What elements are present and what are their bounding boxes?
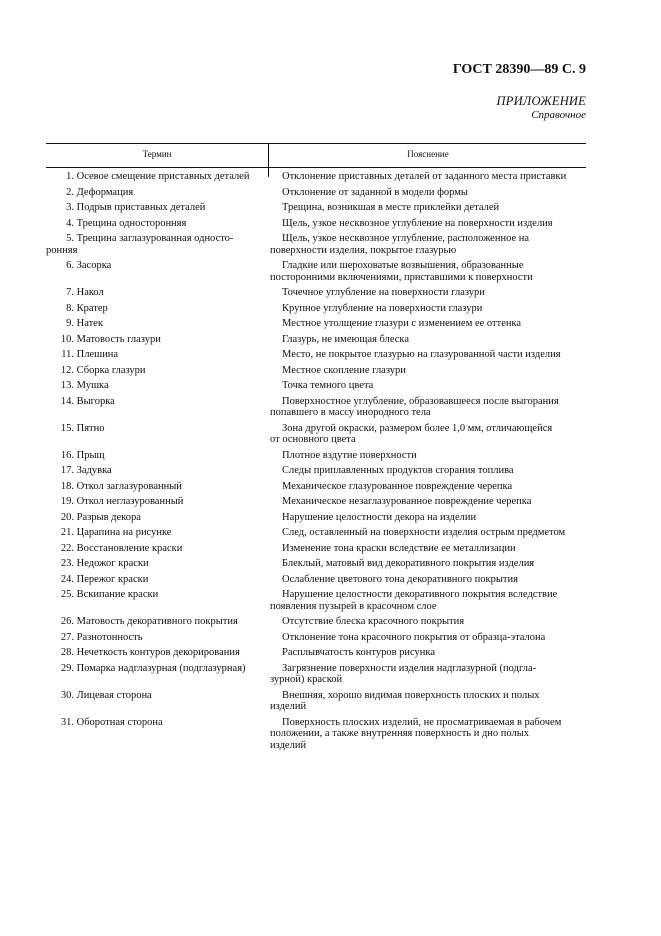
- appendix-subtitle: Справочное: [531, 109, 586, 121]
- term-number: 9.: [66, 318, 74, 329]
- table-row: [46, 202, 586, 214]
- term-number: 17.: [60, 465, 74, 476]
- explanation-line: изделий: [270, 739, 307, 751]
- table-row: [46, 171, 586, 183]
- term-number: 28.: [60, 647, 74, 658]
- term-cell: [46, 717, 268, 752]
- page-header-standard: ГОСТ 28390—89 С. 9: [452, 62, 586, 77]
- explanation-line: Поверхность плоских изделий, не просматриваемая в рабочем: [282, 716, 562, 728]
- term-text: Деформация: [76, 186, 134, 198]
- explanation-cell: [268, 396, 586, 419]
- table-row: [46, 543, 586, 555]
- term-text: Матовость декоративного покрытия: [76, 616, 238, 627]
- column-header-explanation: Пояснение: [407, 149, 449, 159]
- table-row: [46, 423, 586, 446]
- explanation-cell: [268, 527, 586, 539]
- table-row: [46, 187, 586, 199]
- term-number: 3.: [66, 202, 74, 213]
- table-row: [46, 663, 586, 686]
- term-text: Матовость глазури: [76, 333, 161, 345]
- term-cell: [46, 260, 268, 283]
- term-cell: [46, 349, 268, 361]
- term-number: 24.: [60, 573, 74, 585]
- term-cell: [46, 574, 268, 586]
- table-row: [46, 233, 586, 256]
- table-row: [46, 574, 586, 586]
- explanation-cell: [268, 171, 586, 183]
- explanation-line: Загрязнение поверхности изделия надглазурной (подгла-: [282, 662, 537, 674]
- term-text: Прыщ: [76, 449, 105, 461]
- table-row: [46, 349, 586, 361]
- table-body: [46, 168, 586, 755]
- term-text: Лицевая сторона: [76, 689, 152, 701]
- term-text: Сборка глазури: [76, 364, 146, 376]
- explanation-line: положении, а также внутренняя поверхность и дно полых: [270, 728, 530, 739]
- term-cell: [46, 380, 268, 392]
- term-cell: [46, 632, 268, 644]
- explanation-line: Зона другой окраски, размером более 1,0 мм, отличающейся: [282, 422, 553, 434]
- explanation-line: Точка темного цвета: [282, 380, 374, 391]
- term-cell: [46, 481, 268, 493]
- term-number: 15.: [60, 422, 74, 434]
- term-text: Откол заглазурованный: [76, 480, 182, 492]
- term-number: 29.: [60, 662, 74, 674]
- term-text: Натек: [76, 318, 103, 329]
- term-cell: [46, 233, 268, 256]
- explanation-cell: [268, 218, 586, 230]
- term-cell: [46, 663, 268, 686]
- table-row: [46, 334, 586, 346]
- explanation-cell: [268, 589, 586, 612]
- appendix-title: ПРИЛОЖЕНИЕ: [496, 94, 586, 108]
- term-number: 8.: [66, 302, 74, 314]
- table-row: [46, 218, 586, 230]
- table-row: [46, 632, 586, 644]
- term-text-continued: ронняя: [46, 244, 78, 256]
- term-number: 25.: [60, 589, 74, 600]
- explanation-line: Гладкие или шероховатые возвышения, образованные: [282, 260, 524, 271]
- term-number: 5.: [66, 233, 74, 244]
- term-number: 31.: [60, 716, 74, 728]
- term-text: Разнотонность: [76, 631, 143, 643]
- term-number: 16.: [60, 449, 74, 461]
- term-text: Оборотная сторона: [76, 716, 163, 728]
- term-text: Царапина на рисунке: [76, 527, 172, 538]
- term-text: Пережог краски: [76, 573, 149, 585]
- term-number: 12.: [60, 364, 74, 376]
- explanation-cell: [268, 423, 586, 446]
- table-row: [46, 647, 586, 659]
- term-text: Плешина: [76, 349, 119, 360]
- explanation-cell: [268, 365, 586, 377]
- explanation-cell: [268, 647, 586, 659]
- table-row: [46, 616, 586, 628]
- term-cell: [46, 543, 268, 555]
- explanation-line: След, оставленный на поверхности изделия острым предметом: [282, 527, 566, 538]
- term-number: 6.: [66, 260, 74, 271]
- explanation-cell: [268, 202, 586, 214]
- term-cell: [46, 218, 268, 230]
- term-cell: [46, 496, 268, 508]
- explanation-line: попавшего в массу инородного тела: [270, 407, 431, 418]
- explanation-line: Крупное углубление на поверхности глазури: [282, 302, 483, 314]
- explanation-line: Глазурь, не имеющая блеска: [282, 333, 410, 345]
- explanation-line: Изменение тона краски вследствие ее металлизации: [282, 542, 516, 554]
- explanation-line: Место, не покрытое глазурью на глазурованной части изделия: [282, 349, 561, 360]
- term-text: Пятно: [76, 422, 105, 434]
- explanation-line: Местное скопление глазури: [282, 364, 406, 376]
- term-cell: [46, 287, 268, 299]
- term-cell: [46, 616, 268, 628]
- term-text: Выгорка: [76, 395, 115, 407]
- term-number: 4.: [66, 217, 74, 229]
- term-number: 26.: [60, 616, 74, 627]
- explanation-line: Механическое незаглазурованное повреждение черепка: [282, 496, 532, 507]
- term-number: 18.: [60, 480, 74, 492]
- term-cell: [46, 690, 268, 713]
- term-cell: [46, 365, 268, 377]
- table-row: [46, 396, 586, 419]
- table-row: [46, 690, 586, 713]
- explanation-line: Щель, узкое несквозное углубление, расположенное на: [282, 233, 530, 244]
- term-text: Мушка: [76, 380, 109, 391]
- explanation-cell: [268, 303, 586, 315]
- explanation-line: изделий: [270, 701, 307, 712]
- explanation-cell: [268, 233, 586, 256]
- term-text: Недожог краски: [76, 558, 149, 569]
- term-text: Засорка: [76, 260, 112, 271]
- explanation-line: Механическое глазурованное повреждение черепка: [282, 480, 513, 492]
- explanation-line: Ослабление цветового тона декоративного покрытия: [282, 573, 518, 585]
- table-row: [46, 717, 586, 752]
- term-cell: [46, 396, 268, 419]
- term-text: Разрыв декора: [76, 511, 141, 523]
- term-cell: [46, 171, 268, 183]
- explanation-cell: [268, 574, 586, 586]
- explanation-line: Поверхностное углубление, образовавшееся после выгорания: [282, 395, 559, 407]
- table-row: [46, 496, 586, 508]
- explanation-line: Следы приплавленных продуктов сгорания топлива: [282, 465, 514, 476]
- table-row: [46, 318, 586, 330]
- term-text: Накол: [76, 287, 104, 298]
- term-text: Подрыв приставных деталей: [76, 202, 206, 213]
- explanation-cell: [268, 481, 586, 493]
- term-text: Нечеткость контуров декорирования: [76, 647, 240, 658]
- table-row: [46, 287, 586, 299]
- explanation-line: Внешняя, хорошо видимая поверхность плоских и полых: [282, 689, 540, 701]
- row-spacer: [46, 751, 586, 755]
- explanation-line: Нарушение целостности декоративного покрытия вследствие: [282, 589, 558, 600]
- explanation-line: Плотное вздутие поверхности: [282, 449, 417, 461]
- explanation-cell: [268, 512, 586, 524]
- explanation-cell: [268, 287, 586, 299]
- term-text: Помарка надглазурная (подглазурная): [76, 662, 246, 674]
- table-row: [46, 527, 586, 539]
- term-number: 1.: [66, 171, 74, 182]
- explanation-line: Точечное углубление на поверхности глазури: [282, 287, 485, 298]
- term-text: Откол неглазурованный: [76, 496, 184, 507]
- term-text: Осевое смещение приставных деталей: [76, 171, 250, 182]
- explanation-cell: [268, 690, 586, 713]
- term-number: 20.: [60, 511, 74, 523]
- explanation-cell: [268, 450, 586, 462]
- explanation-line: Отсутствие блеска красочного покрытия: [282, 616, 465, 627]
- explanation-line: зурной) краской: [270, 674, 343, 685]
- explanation-cell: [268, 616, 586, 628]
- explanation-line: поверхности изделия, покрытое глазурью: [270, 244, 457, 256]
- explanation-line: Отклонение от заданной в модели формы: [282, 186, 468, 198]
- term-cell: [46, 647, 268, 659]
- term-cell: [46, 303, 268, 315]
- term-cell: [46, 318, 268, 330]
- explanation-cell: [268, 318, 586, 330]
- explanation-line: Отклонение тона красочного покрытия от образца-эталона: [282, 631, 546, 643]
- term-cell: [46, 423, 268, 446]
- explanation-cell: [268, 380, 586, 392]
- term-number: 23.: [60, 558, 74, 569]
- table-row: [46, 481, 586, 493]
- table-row: [46, 303, 586, 315]
- term-number: 19.: [60, 496, 74, 507]
- explanation-line: Местное утолщение глазури с изменением ее оттенка: [282, 318, 522, 329]
- explanation-line: посторонними включениями, приставшими к поверхности: [270, 271, 533, 283]
- term-number: 27.: [60, 631, 74, 643]
- explanation-cell: [268, 349, 586, 361]
- explanation-line: появления пузырей в красочном слое: [270, 600, 437, 612]
- term-cell: [46, 187, 268, 199]
- term-text: Восстановление краски: [76, 542, 183, 554]
- explanation-line: Блеклый, матовый вид декоративного покрытия изделия: [282, 558, 535, 569]
- explanation-cell: [268, 558, 586, 570]
- explanation-line: Щель, узкое несквозное углубление на поверхности изделия: [282, 217, 553, 229]
- term-number: 14.: [60, 395, 74, 407]
- table-row: [46, 365, 586, 377]
- term-number: 11.: [61, 349, 74, 360]
- table-row: [46, 450, 586, 462]
- explanation-cell: [268, 465, 586, 477]
- table-row: [46, 465, 586, 477]
- explanation-cell: [268, 260, 586, 283]
- explanation-line: Отклонение приставных деталей от заданного места приставки: [282, 171, 567, 182]
- term-number: 13.: [60, 380, 74, 391]
- table-row: [46, 558, 586, 570]
- term-number: 7.: [66, 287, 74, 298]
- term-cell: [46, 202, 268, 214]
- appendix-label: [497, 94, 586, 122]
- term-number: 30.: [60, 689, 74, 701]
- table-row: [46, 512, 586, 524]
- term-text: Кратер: [76, 302, 108, 314]
- table-row: [46, 260, 586, 283]
- term-number: 10.: [60, 333, 74, 345]
- explanation-line: Нарушение целостности декора на изделии: [282, 511, 477, 523]
- term-cell: [46, 589, 268, 612]
- table-row: [46, 589, 586, 612]
- explanation-cell: [268, 717, 586, 752]
- explanation-cell: [268, 543, 586, 555]
- term-cell: [46, 450, 268, 462]
- term-number: 2.: [66, 186, 74, 198]
- term-text: Трещина односторонняя: [76, 217, 187, 229]
- term-cell: [46, 334, 268, 346]
- explanation-cell: [268, 632, 586, 644]
- explanation-line: Трещина, возникшая в месте приклейки деталей: [282, 202, 500, 213]
- term-text: Задувка: [76, 465, 112, 476]
- term-text: Вскипание краски: [76, 589, 159, 600]
- term-cell: [46, 558, 268, 570]
- term-number: 21.: [60, 527, 74, 538]
- term-cell: [46, 465, 268, 477]
- explanation-cell: [268, 187, 586, 199]
- table-header: [46, 143, 586, 168]
- explanation-cell: [268, 334, 586, 346]
- term-number: 22.: [60, 542, 74, 554]
- term-cell: [46, 527, 268, 539]
- column-header-term: Термин: [142, 149, 172, 159]
- explanation-cell: [268, 496, 586, 508]
- term-text: Трещина заглазурованная односто-: [76, 233, 234, 244]
- terms-table: [46, 143, 586, 755]
- explanation-line: от основного цвета: [270, 434, 356, 445]
- table-row: [46, 380, 586, 392]
- term-cell: [46, 512, 268, 524]
- explanation-line: Расплывчатость контуров рисунка: [282, 647, 436, 658]
- explanation-cell: [268, 663, 586, 686]
